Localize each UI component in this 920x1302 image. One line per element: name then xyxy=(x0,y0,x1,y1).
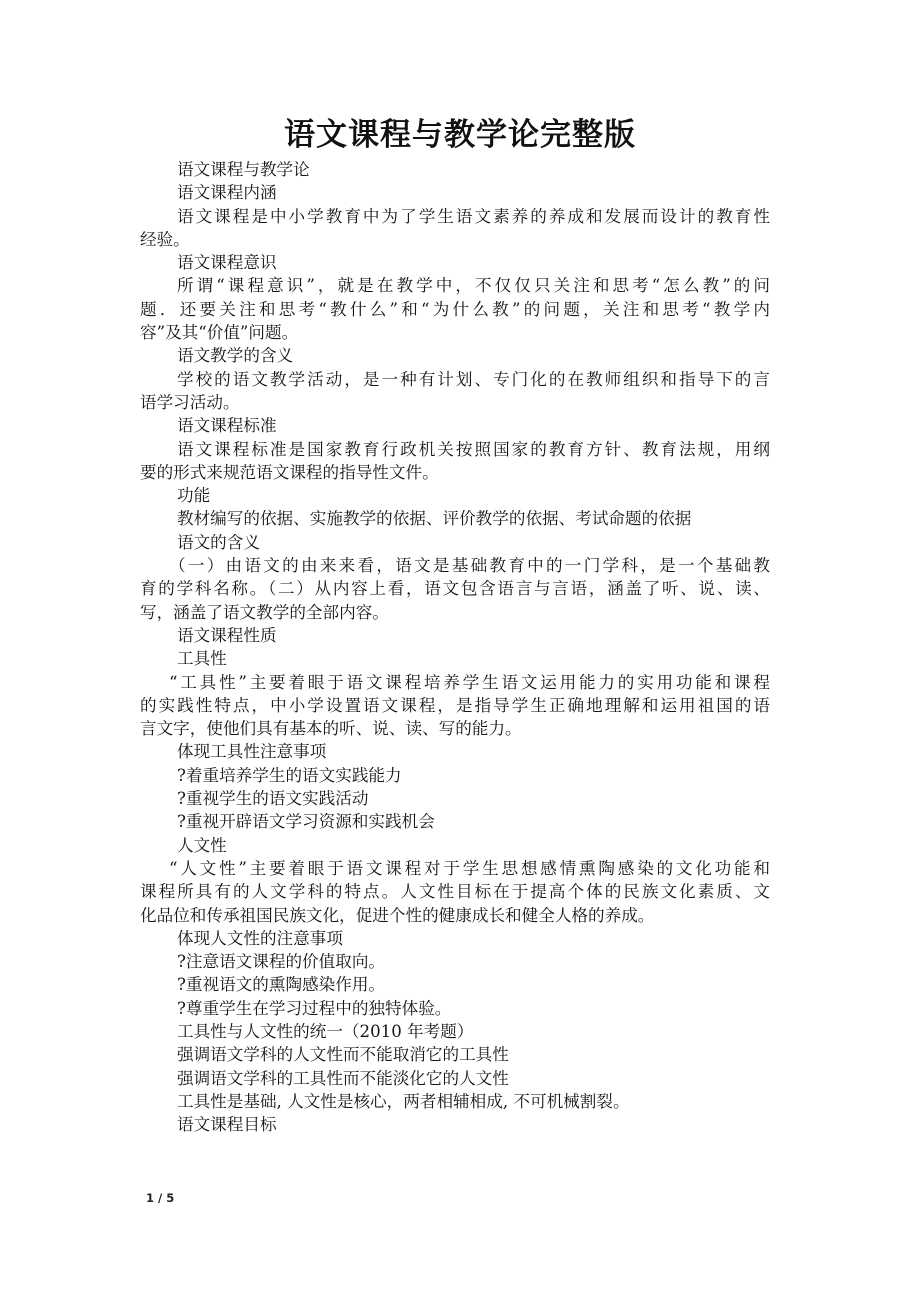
text-line: 教材编写的依据、实施教学的依据、评价教学的依据、考试命题的依据 xyxy=(177,509,692,529)
text-line: 所谓“课程意识”，就是在教学中，不仅仅只关注和思考“怎么教”的问 xyxy=(177,276,770,296)
text-line: 工具性是基础, 人文性是核心，两者相辅相成, 不可机械割裂。 xyxy=(177,1091,630,1111)
text-line: 语文教学的含义 xyxy=(177,346,294,366)
text-line: “人文性”主要着眼于语文课程对于学生思想感情熏陶感染的文化功能和 xyxy=(169,858,770,878)
text-line: ?着重培养学生的语文实践能力 xyxy=(177,765,402,785)
text-line: 强调语文学科的工具性而不能淡化它的人文性 xyxy=(177,1068,509,1088)
document-body xyxy=(140,158,772,1136)
text-line: ?重视开辟语文学习资源和实践机会 xyxy=(177,812,435,832)
text-line: ?注意语文课程的价值取向。 xyxy=(177,952,386,972)
text-line: 语文课程性质 xyxy=(177,625,277,645)
text-line: 工具性 xyxy=(177,649,227,669)
text-line: 课程所具有的人文学科的特点。人文性目标在于提高个体的民族文化素质、文 xyxy=(140,882,770,902)
text-line: 语文课程目标 xyxy=(177,1115,277,1135)
text-line: 经验。 xyxy=(140,229,190,249)
text-line: 工具性与人文性的统一（2010 年考题） xyxy=(177,1021,474,1041)
text-line: 人文性 xyxy=(177,835,227,855)
text-line: ?重视语文的熏陶感染作用。 xyxy=(177,975,386,995)
text-line: 题．还要关注和思考“教什么”和“为什么教”的问题，关注和思考“教学内 xyxy=(140,299,770,319)
text-line: 语文课程与教学论 xyxy=(177,160,310,179)
text-line: 要的形式来规范语文课程的指导性文件。 xyxy=(140,462,439,482)
text-line: ?尊重学生在学习过程中的独特体验。 xyxy=(177,998,452,1018)
text-line: 语文课程标准是国家教育行政机关按照国家的教育方针、教育法规，用纲 xyxy=(177,439,770,459)
text-line: 语学习活动。 xyxy=(140,392,240,412)
text-line: 语文课程是中小学教育中为了学生语文素养的养成和发展而设计的教育性 xyxy=(177,206,770,226)
text-line: 功能 xyxy=(177,486,211,506)
text-line: 体现人文性的注意事项 xyxy=(177,928,343,948)
text-line: （一）由语文的由来来看，语文是基础教育中的一门学科，是一个基础教 xyxy=(169,556,770,576)
text-line: 语文课程内涵 xyxy=(177,183,277,203)
document-title: 语文课程与教学论完整版 xyxy=(284,117,636,153)
text-line: “工具性”主要着眼于语文课程培养学生语文运用能力的实用功能和课程 xyxy=(169,672,770,692)
text-line: 化品位和传承祖国民族文化，促进个性的健康成长和健全人格的养成。 xyxy=(140,905,655,925)
text-line: 体现工具性注意事项 xyxy=(177,742,327,762)
text-line: 育的学科名称。（二）从内容上看，语文包含语言与言语，涵盖了听、说、读、 xyxy=(140,579,770,599)
text-line: 语文的含义 xyxy=(177,532,260,552)
text-line: 学校的语文教学活动，是一种有计划、专门化的在教师组织和指导下的言 xyxy=(177,369,770,389)
text-line: 的实践性特点，中小学设置语文课程，是指导学生正确地理解和运用祖国的语 xyxy=(140,695,770,715)
text-line: 容”及其“价值”问题。 xyxy=(140,323,299,343)
text-line: 写，涵盖了语文教学的全部内容。 xyxy=(140,602,389,622)
text-line: 强调语文学科的人文性而不能取消它的工具性 xyxy=(177,1045,509,1065)
page-indicator: 1 / 5 xyxy=(146,1191,175,1205)
text-line: 言文字，使他们具有基本的听、说、读、写的能力。 xyxy=(140,719,522,739)
text-line: 语文课程标准 xyxy=(177,416,277,436)
text-line: 语文课程意识 xyxy=(177,253,277,273)
text-line: ?重视学生的语文实践活动 xyxy=(177,789,369,809)
